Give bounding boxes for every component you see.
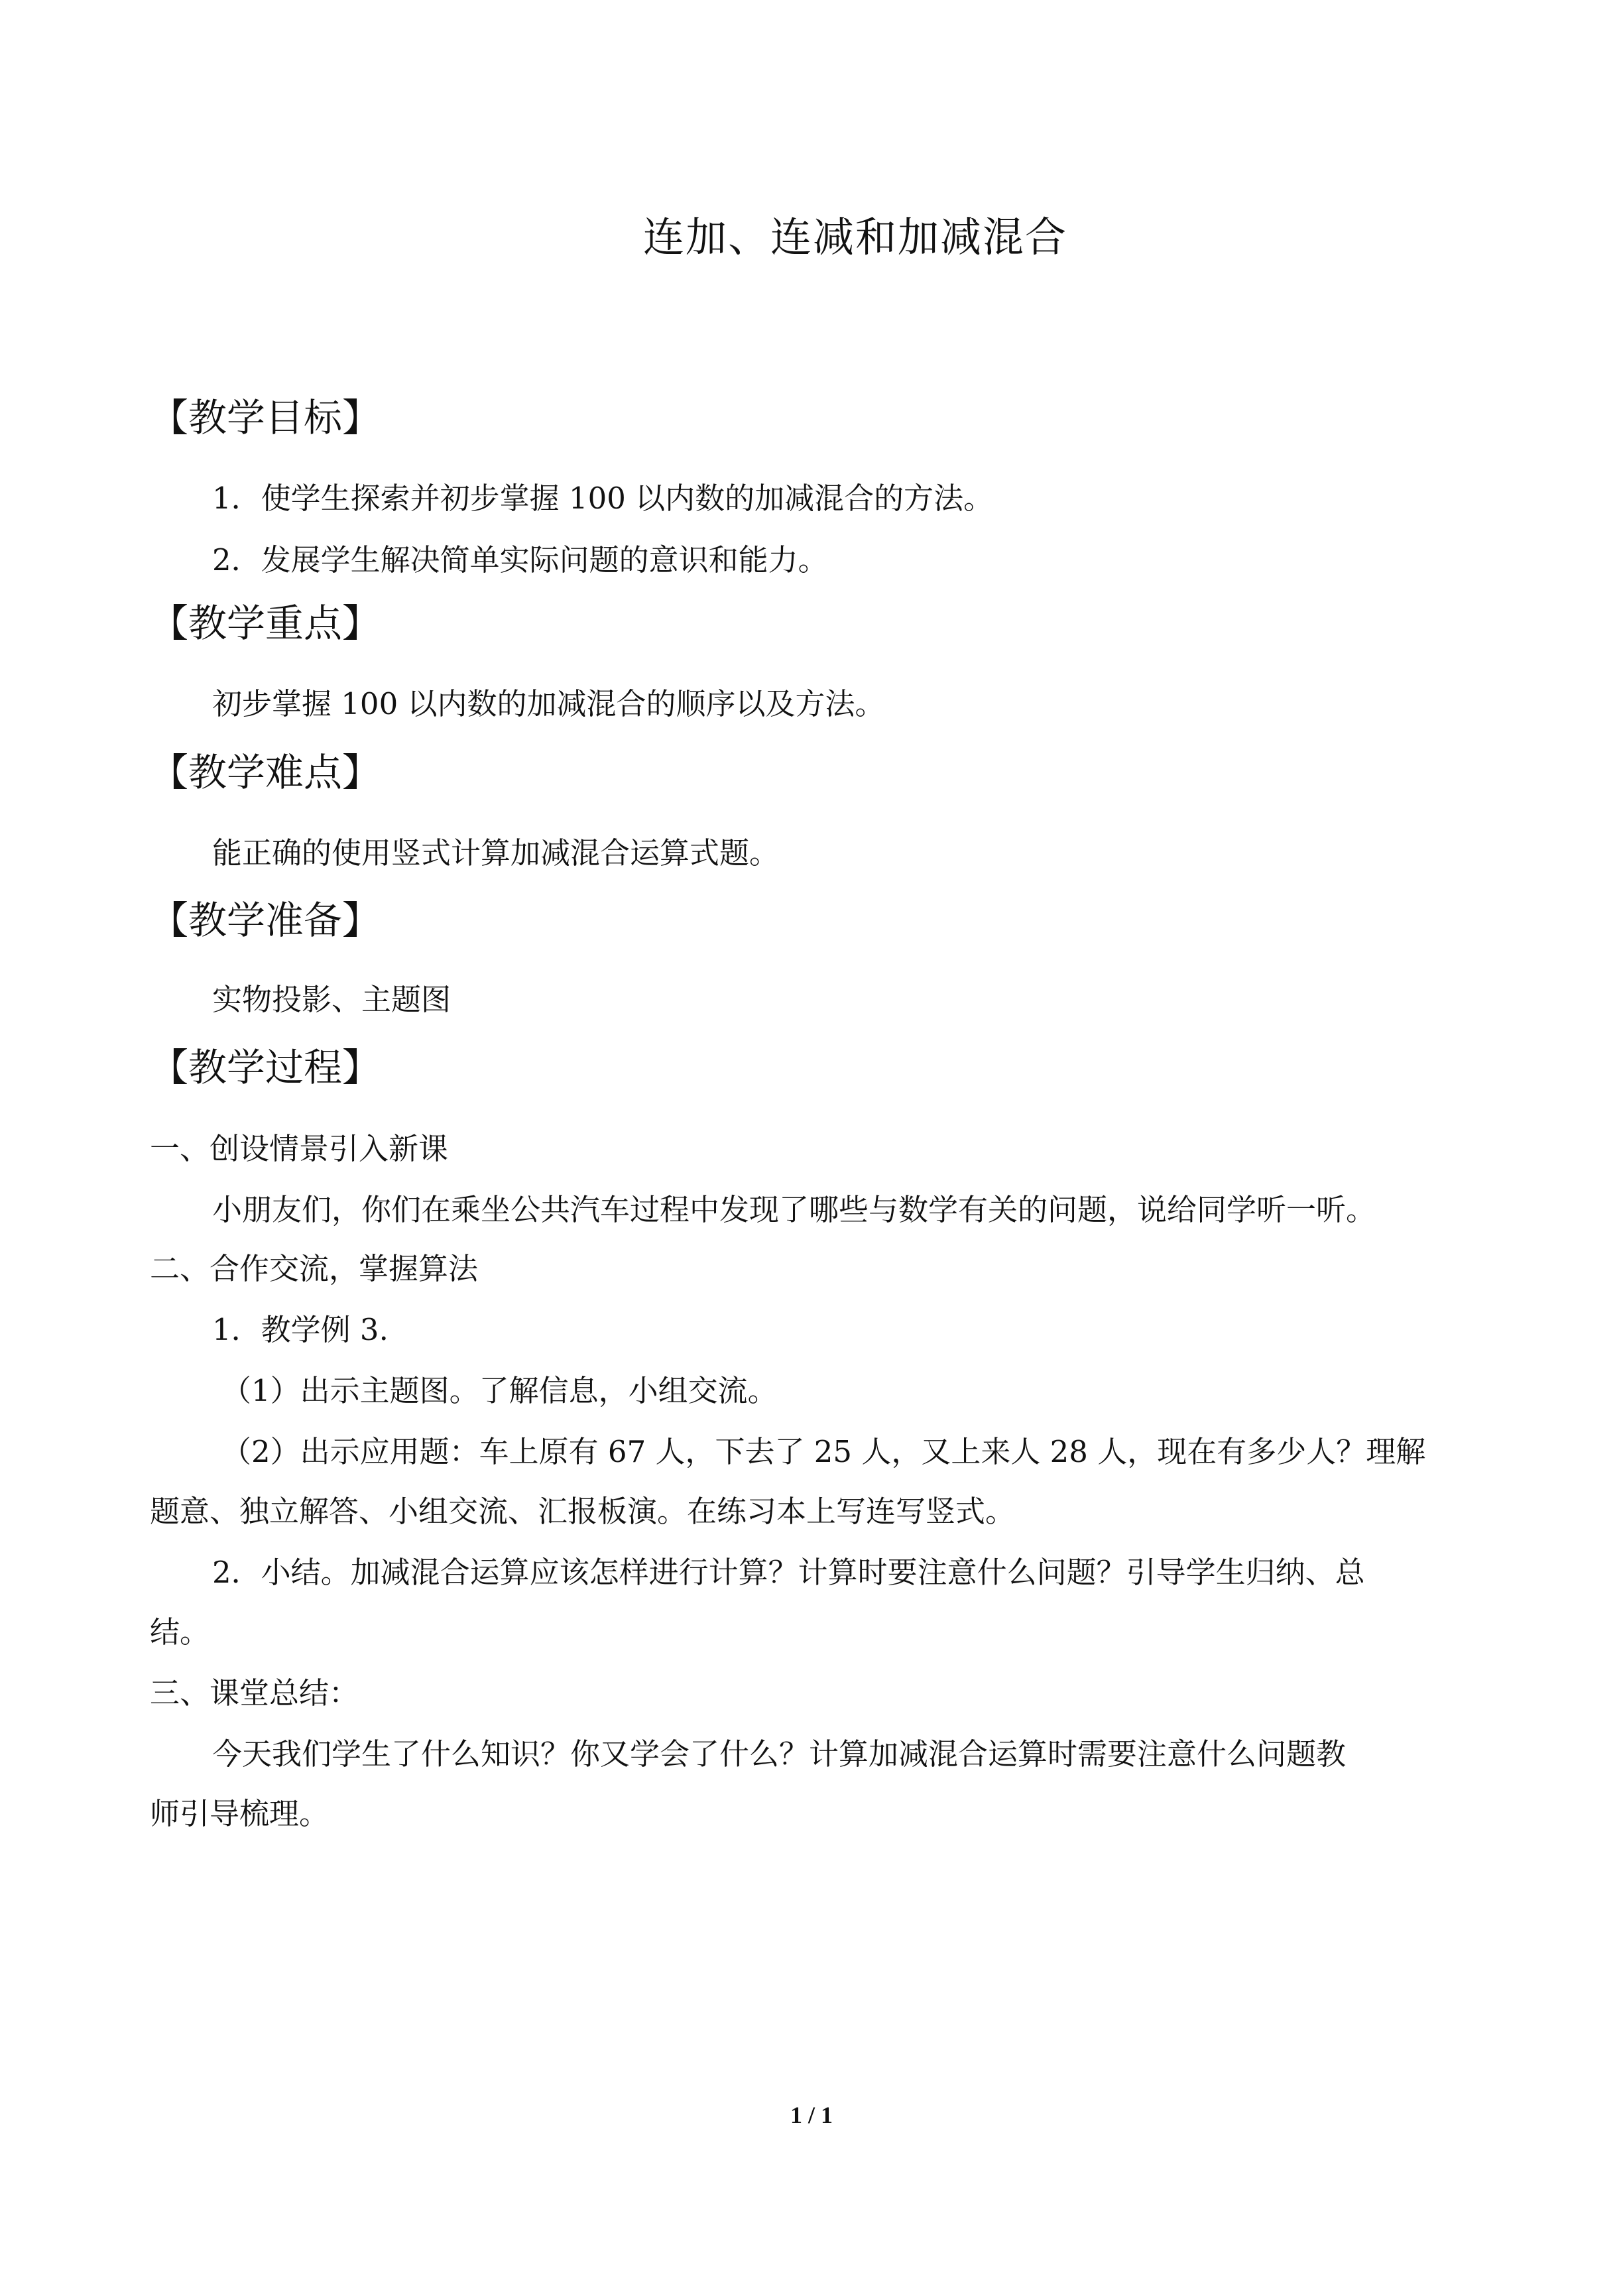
heading-preparation: 【教学准备】 [150, 898, 381, 943]
heading-key-points: 【教学重点】 [150, 601, 381, 646]
section-1-text: 小朋友们，你们在乘坐公共汽车过程中发现了哪些与数学有关的问题，说给同学听一听。 [212, 1192, 1376, 1227]
heading-difficulties: 【教学难点】 [150, 750, 381, 795]
difficulties-text: 能正确的使用竖式计算加减混合运算式题。 [212, 835, 780, 871]
section-2-item-1: 1．教学例 3. [212, 1312, 389, 1347]
section-3-title: 三、课堂总结： [150, 1675, 359, 1711]
heading-process: 【教学过程】 [150, 1045, 381, 1090]
heading-objectives: 【教学目标】 [150, 395, 381, 440]
section-1-title: 一、创设情景引入新课 [150, 1131, 449, 1166]
section-3-text-line-2: 师引导梳理。 [150, 1796, 330, 1831]
section-2-item-2-line-2: 结。 [150, 1614, 210, 1650]
section-2-item-1-sub-2-line-2: 题意、独立解答、小组交流、汇报板演。在练习本上写连写竖式。 [150, 1494, 1016, 1529]
section-2-title: 二、合作交流，掌握算法 [150, 1251, 479, 1286]
key-points-text: 初步掌握 100 以内数的加减混合的顺序以及方法。 [212, 686, 885, 721]
section-2-item-2-line-1: 2．小结。加减混合运算应该怎样进行计算？计算时要注意什么问题？引导学生归纳、总 [212, 1555, 1365, 1590]
section-2-item-1-sub-1: （1）出示主题图。了解信息，小组交流。 [221, 1373, 778, 1408]
section-3-text-line-1: 今天我们学生了什么知识？你又学会了什么？计算加减混合运算时需要注意什么问题教 [212, 1736, 1347, 1772]
preparation-text: 实物投影、主题图 [212, 982, 451, 1017]
objective-item-2: 2．发展学生解决简单实际问题的意识和能力。 [212, 542, 828, 577]
section-2-item-1-sub-2-line-1: （2）出示应用题：车上原有 67 人，下去了 25 人，又上来人 28 人，现在有多少人？理解 [221, 1434, 1426, 1469]
objective-item-1: 1．使学生探索并初步掌握 100 以内数的加减混合的方法。 [212, 481, 994, 516]
page-number: 1 / 1 [790, 2102, 833, 2128]
document-title: 连加、连减和加减混合 [642, 213, 1067, 261]
